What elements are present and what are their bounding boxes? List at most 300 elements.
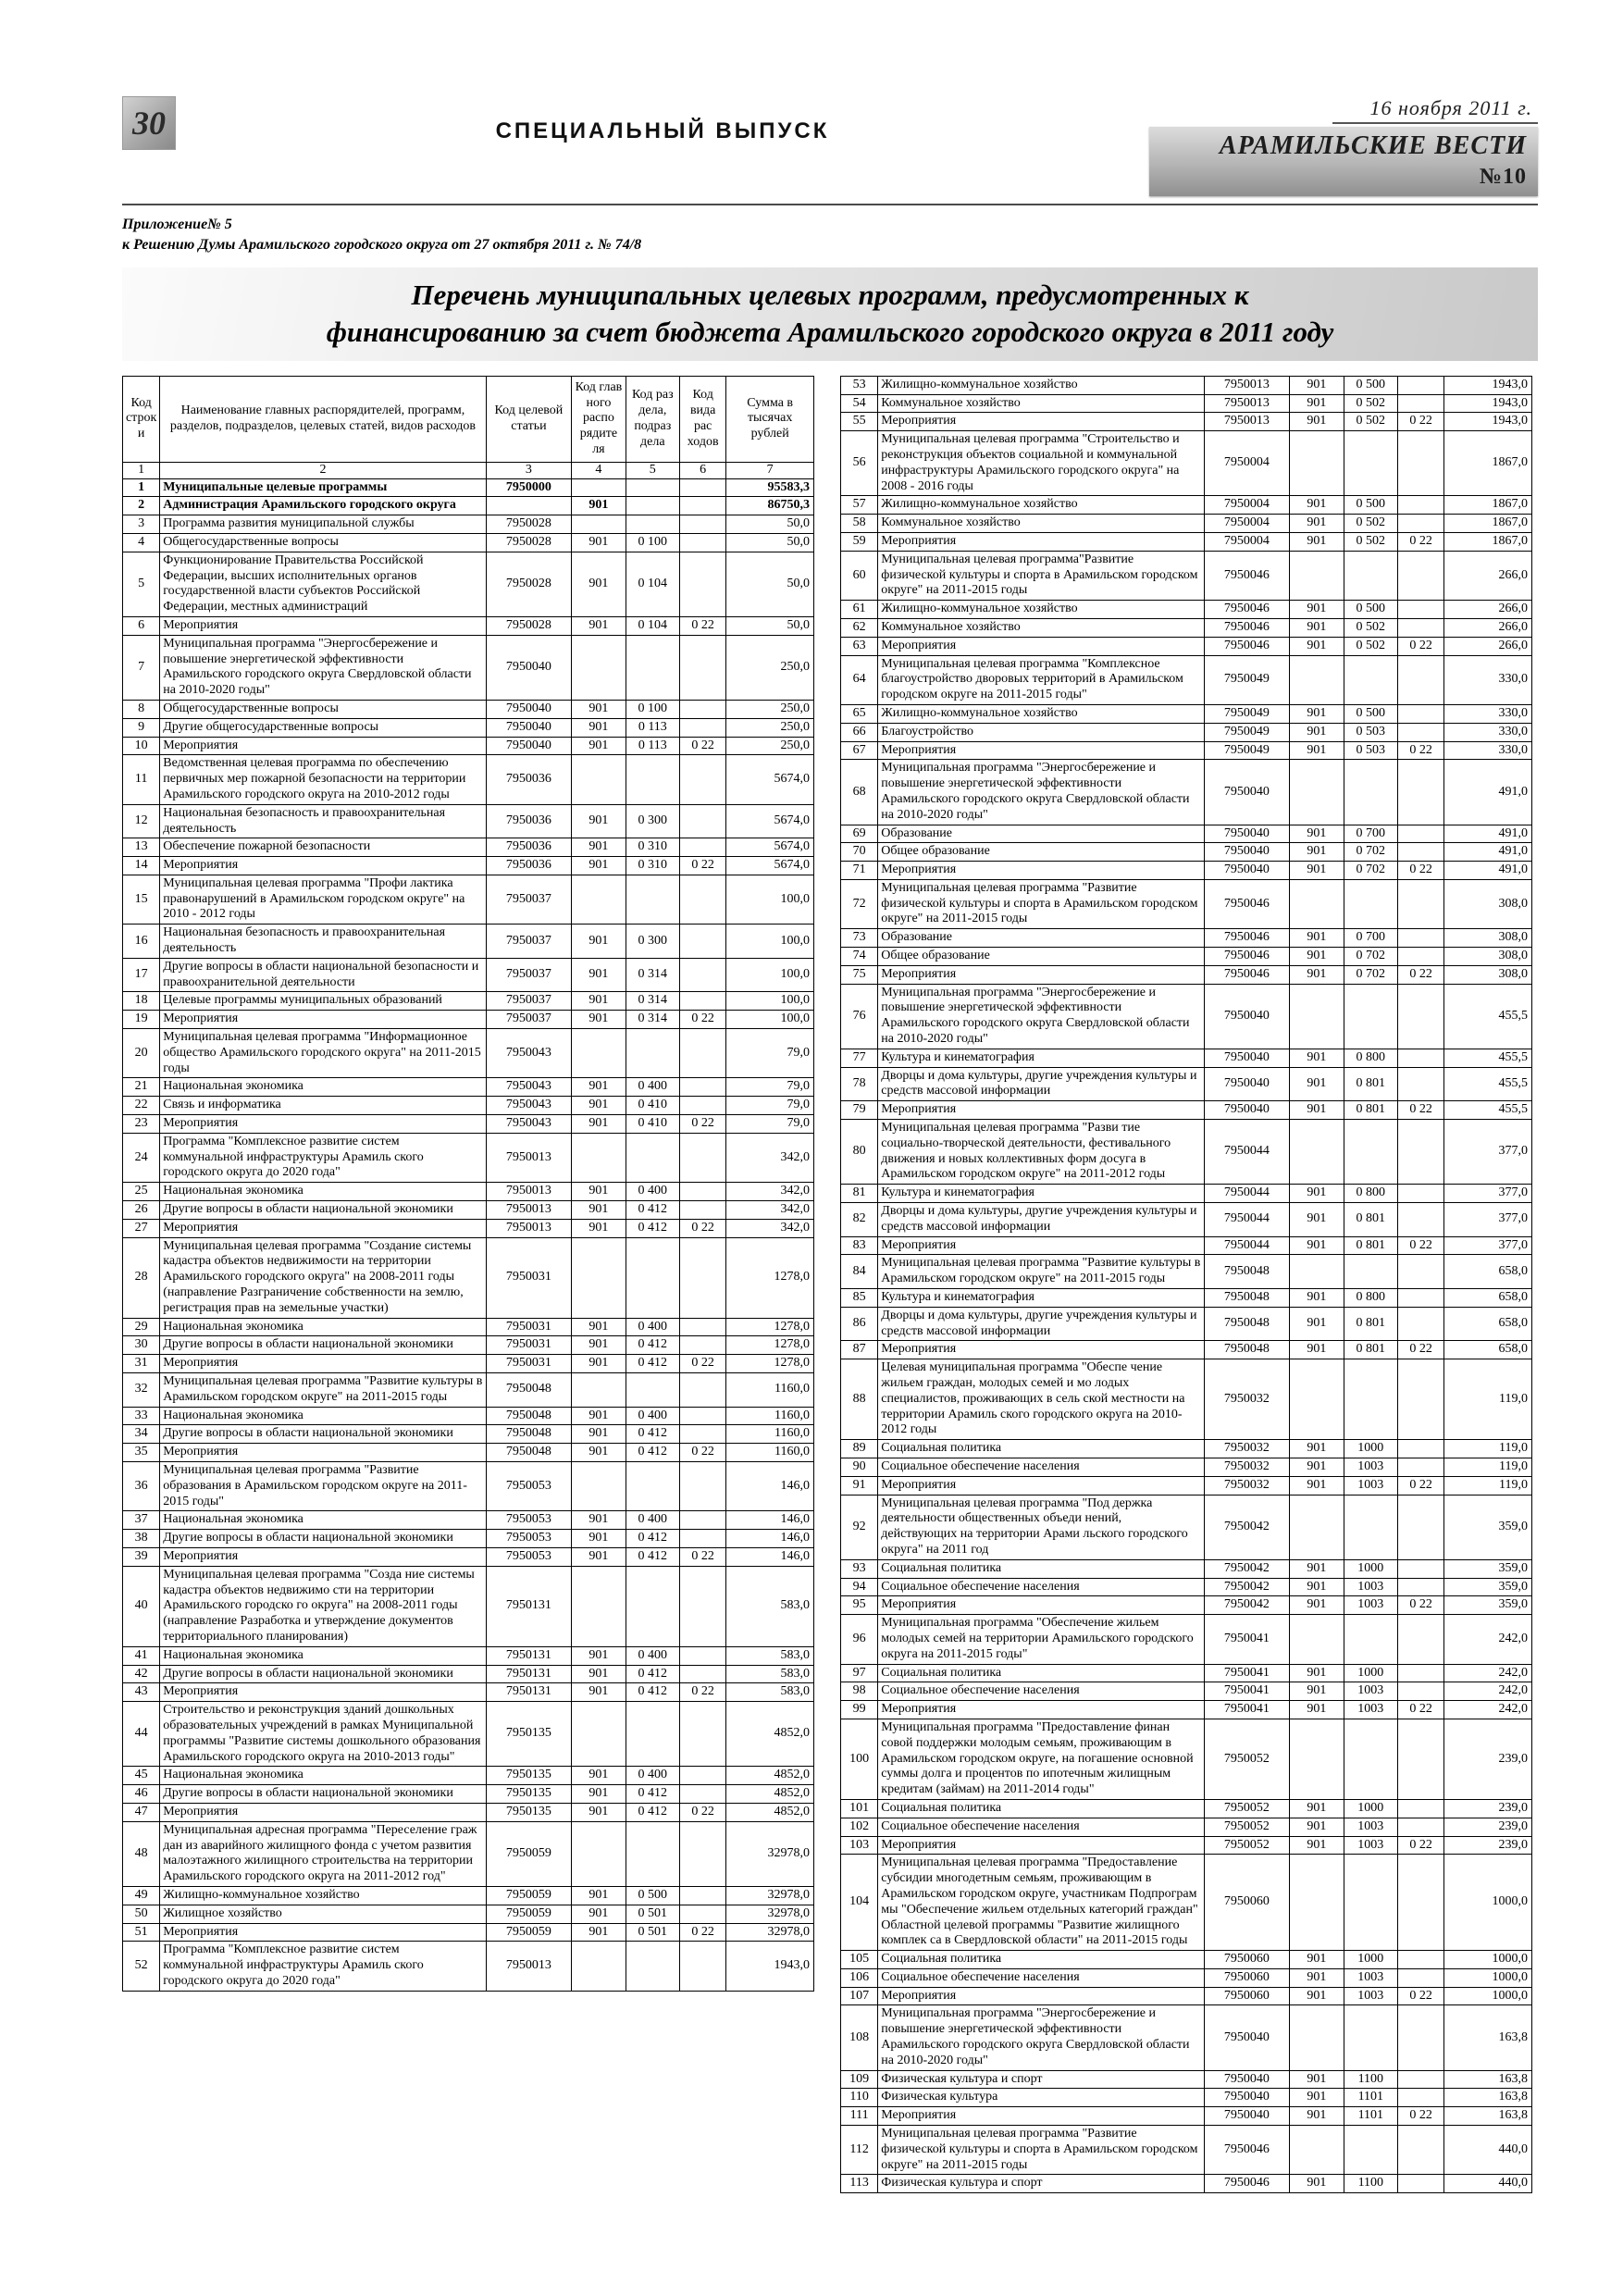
target-article-code-cell: 7950044 — [1204, 1203, 1290, 1237]
section-subsection-code-cell — [1344, 1719, 1397, 1799]
section-subsection-code-cell: 0 400 — [626, 1318, 679, 1336]
name-cell: Другие вопросы в области национальной экономики — [160, 1530, 486, 1548]
row-code-cell: 34 — [123, 1425, 160, 1444]
target-article-code-cell: 7950135 — [486, 1785, 572, 1804]
row-code-cell: 10 — [123, 737, 160, 755]
table-row — [123, 515, 814, 534]
section-subsection-code-cell: 0 300 — [626, 925, 679, 959]
table-row — [123, 635, 814, 700]
expense-type-code-cell — [1398, 618, 1444, 637]
column-number: 7 — [726, 462, 814, 478]
target-article-code-cell: 7950040 — [486, 737, 572, 755]
section-subsection-code-cell: 1101 — [1344, 2089, 1397, 2107]
row-code-cell: 108 — [841, 2005, 878, 2070]
table-row — [841, 948, 1532, 966]
section-subsection-code-cell: 0 412 — [626, 1785, 679, 1804]
row-code-cell: 2 — [123, 497, 160, 515]
expense-type-code-cell — [1398, 760, 1444, 825]
row-code-cell: 4 — [123, 533, 160, 552]
row-code-cell: 20 — [123, 1029, 160, 1078]
target-article-code-cell: 7950135 — [486, 1767, 572, 1785]
target-article-code-cell: 7950013 — [486, 1133, 572, 1182]
amount-cell: 163,8 — [1444, 2005, 1532, 2070]
amount-cell: 242,0 — [1444, 1701, 1532, 1719]
column-number: 3 — [486, 462, 572, 478]
administrator-code-cell: 901 — [1290, 1818, 1344, 1836]
name-cell: Программа "Комплексное развитие систем коммунальной инфраструктуры Арамиль ского городского округа до 2020 года" — [160, 1942, 486, 1991]
name-cell: Целевые программы муниципальных образований — [160, 992, 486, 1011]
administrator-code-cell — [1290, 1359, 1344, 1440]
row-code-cell: 7 — [123, 635, 160, 700]
table-row — [841, 431, 1532, 496]
row-code-cell: 94 — [841, 1578, 878, 1596]
administrator-code-cell: 901 — [572, 552, 626, 616]
target-article-code-cell: 7950040 — [1204, 760, 1290, 825]
table-row — [841, 1236, 1532, 1255]
section-subsection-code-cell: 0 702 — [1344, 965, 1397, 984]
section-subsection-code-cell: 0 500 — [1344, 601, 1397, 619]
row-code-cell: 35 — [123, 1444, 160, 1462]
expense-type-code-cell — [1398, 704, 1444, 723]
amount-cell: 342,0 — [726, 1219, 814, 1237]
name-cell: Связь и информатика — [160, 1097, 486, 1115]
expense-type-code-cell — [1398, 394, 1444, 413]
expense-type-code-cell: 0 22 — [1398, 1476, 1444, 1495]
section-subsection-code-cell: 0 800 — [1344, 1185, 1397, 1203]
row-code-cell: 22 — [123, 1097, 160, 1115]
row-code-cell: 65 — [841, 704, 878, 723]
amount-cell: 583,0 — [726, 1646, 814, 1665]
amount-cell: 266,0 — [1444, 601, 1532, 619]
expense-type-code-cell — [1398, 825, 1444, 843]
amount-cell: 377,0 — [1444, 1120, 1532, 1185]
table-row — [123, 1942, 814, 1991]
name-cell: Муниципальная целевая программа "Строительство и реконструкция объектов социальной и коммунальной инфраструктуры Арамильского городского округа" на 2008 - 2016 годы — [878, 431, 1204, 496]
section-subsection-code-cell: 0 412 — [626, 1355, 679, 1373]
expense-type-code-cell — [680, 1183, 726, 1201]
section-subsection-code-cell: 0 501 — [626, 1905, 679, 1923]
administrator-code-cell: 901 — [572, 1425, 626, 1444]
section-subsection-code-cell: 0 100 — [626, 533, 679, 552]
expense-type-code-cell: 0 22 — [1398, 862, 1444, 880]
row-code-cell: 104 — [841, 1855, 878, 1951]
section-subsection-code-cell — [1344, 551, 1397, 600]
table-row — [123, 1646, 814, 1665]
amount-cell: 658,0 — [1444, 1255, 1532, 1289]
row-code-cell: 13 — [123, 838, 160, 857]
amount-cell: 163,8 — [1444, 2089, 1532, 2107]
expense-type-code-cell — [1398, 1799, 1444, 1818]
administrator-code-cell: 901 — [572, 1767, 626, 1785]
name-cell: Социальное обеспечение населения — [878, 1968, 1204, 1987]
amount-cell: 583,0 — [726, 1683, 814, 1702]
column-header: Код глав ного распо рядите ля — [572, 376, 626, 462]
amount-cell: 50,0 — [726, 616, 814, 635]
section-subsection-code-cell — [1344, 1615, 1397, 1664]
table-row — [841, 984, 1532, 1049]
amount-cell: 32978,0 — [726, 1905, 814, 1923]
amount-cell: 359,0 — [1444, 1559, 1532, 1578]
amount-cell: 1278,0 — [726, 1237, 814, 1318]
table-row — [123, 1665, 814, 1683]
amount-cell: 146,0 — [726, 1530, 814, 1548]
expense-type-code-cell — [1398, 1203, 1444, 1237]
target-article-code-cell: 7950000 — [486, 478, 572, 497]
row-code-cell: 23 — [123, 1115, 160, 1134]
expense-type-code-cell — [680, 1029, 726, 1078]
row-code-cell: 38 — [123, 1530, 160, 1548]
row-code-cell: 27 — [123, 1219, 160, 1237]
appendix-line-2: к Решению Думы Арамильского городского округа от 27 октября 2011 г. № 74/8 — [122, 236, 642, 253]
name-cell: Мероприятия — [160, 1547, 486, 1566]
administrator-code-cell: 901 — [572, 1665, 626, 1683]
amount-cell: 79,0 — [726, 1078, 814, 1097]
amount-cell: 330,0 — [1444, 704, 1532, 723]
table-row — [123, 1511, 814, 1530]
table-row — [123, 1097, 814, 1115]
amount-cell: 5674,0 — [726, 755, 814, 804]
section-subsection-code-cell: 1003 — [1344, 1836, 1397, 1855]
target-article-code-cell: 7950040 — [1204, 2070, 1290, 2089]
row-code-cell: 26 — [123, 1201, 160, 1220]
section-subsection-code-cell — [626, 875, 679, 924]
expense-type-code-cell — [680, 1133, 726, 1182]
row-code-cell: 8 — [123, 700, 160, 718]
target-article-code-cell: 7950037 — [486, 992, 572, 1011]
table-row — [841, 496, 1532, 515]
administrator-code-cell: 901 — [1290, 1185, 1344, 1203]
name-cell: Муниципальная целевая программа "Созда ние системы кадастра объектов недвижимо сти на территории Арамильского городско го округа" на 2008-2011 годы (направление Разработка и утверждение документов территориального планирования) — [160, 1566, 486, 1646]
target-article-code-cell: 7950032 — [1204, 1440, 1290, 1458]
table-row — [123, 1318, 814, 1336]
section-subsection-code-cell — [626, 515, 679, 534]
expense-type-code-cell — [680, 1821, 726, 1886]
row-code-cell: 52 — [123, 1942, 160, 1991]
name-cell: Другие общегосударственные вопросы — [160, 718, 486, 737]
table-row — [841, 2070, 1532, 2089]
amount-cell: 455,5 — [1444, 984, 1532, 1049]
section-subsection-code-cell — [1344, 760, 1397, 825]
administrator-code-cell: 901 — [572, 1355, 626, 1373]
expense-type-code-cell — [1398, 1185, 1444, 1203]
amount-cell: 50,0 — [726, 515, 814, 534]
name-cell: Мероприятия — [878, 1236, 1204, 1255]
row-code-cell: 93 — [841, 1559, 878, 1578]
administrator-code-cell — [1290, 1719, 1344, 1799]
target-article-code-cell: 7950028 — [486, 616, 572, 635]
expense-type-code-cell — [1398, 1289, 1444, 1308]
administrator-code-cell: 901 — [1290, 1951, 1344, 1969]
row-code-cell: 87 — [841, 1341, 878, 1359]
administrator-code-cell: 901 — [1290, 1987, 1344, 2005]
administrator-code-cell: 901 — [1290, 637, 1344, 655]
amount-cell: 100,0 — [726, 875, 814, 924]
name-cell: Муниципальная целевая программа "Развитие культуры в Арамильском городском округе" на 2011-2015 годы — [160, 1373, 486, 1408]
row-code-cell: 75 — [841, 965, 878, 984]
target-article-code-cell: 7950052 — [1204, 1799, 1290, 1818]
table-row — [123, 700, 814, 718]
table-row — [123, 1425, 814, 1444]
table-row — [841, 1307, 1532, 1341]
amount-cell: 308,0 — [1444, 948, 1532, 966]
name-cell: Мероприятия — [878, 532, 1204, 551]
administrator-code-cell: 901 — [1290, 1101, 1344, 1120]
section-subsection-code-cell — [1344, 984, 1397, 1049]
administrator-code-cell — [1290, 984, 1344, 1049]
amount-cell: 79,0 — [726, 1097, 814, 1115]
target-article-code-cell: 7950131 — [486, 1683, 572, 1702]
administrator-code-cell: 901 — [572, 718, 626, 737]
administrator-code-cell: 901 — [572, 1444, 626, 1462]
amount-cell: 440,0 — [1444, 2126, 1532, 2175]
amount-cell: 1278,0 — [726, 1355, 814, 1373]
name-cell: Муниципальная программа "Энергосбережение и повышение энергетической эффективности Арамильского городского округа Свердловской области на 2010-2020 годы" — [878, 760, 1204, 825]
administrator-code-cell: 901 — [1290, 2175, 1344, 2193]
amount-cell: 100,0 — [726, 925, 814, 959]
section-subsection-code-cell: 0 412 — [626, 1547, 679, 1566]
administrator-code-cell: 901 — [1290, 1341, 1344, 1359]
expense-type-code-cell — [680, 875, 726, 924]
expense-type-code-cell — [1398, 843, 1444, 862]
section-subsection-code-cell — [626, 478, 679, 497]
expense-type-code-cell: 0 22 — [680, 1683, 726, 1702]
amount-cell: 50,0 — [726, 552, 814, 616]
target-article-code-cell: 7950046 — [1204, 948, 1290, 966]
amount-cell: 242,0 — [1444, 1682, 1532, 1701]
row-code-cell: 49 — [123, 1886, 160, 1905]
expense-type-code-cell — [1398, 2070, 1444, 2089]
section-subsection-code-cell: 0 801 — [1344, 1203, 1397, 1237]
target-article-code-cell: 7950042 — [1204, 1578, 1290, 1596]
table-row — [841, 394, 1532, 413]
name-cell: Дворцы и дома культуры, другие учреждения культуры и средств массовой информации — [878, 1307, 1204, 1341]
administrator-code-cell: 901 — [572, 992, 626, 1011]
table-row — [123, 1547, 814, 1566]
table-row — [123, 1183, 814, 1201]
administrator-code-cell — [1290, 879, 1344, 928]
administrator-code-cell: 901 — [572, 700, 626, 718]
name-cell: Социальное обеспечение населения — [878, 1682, 1204, 1701]
administrator-code-cell: 901 — [1290, 704, 1344, 723]
section-subsection-code-cell — [626, 1566, 679, 1646]
row-code-cell: 47 — [123, 1803, 160, 1821]
column-header: Сумма в тысячах рублей — [726, 376, 814, 462]
table-row — [123, 1905, 814, 1923]
row-code-cell: 18 — [123, 992, 160, 1011]
section-subsection-code-cell: 0 100 — [626, 700, 679, 718]
name-cell: Жилищно-коммунальное хозяйство — [878, 376, 1204, 394]
section-subsection-code-cell — [1344, 431, 1397, 496]
expense-type-code-cell — [1398, 1049, 1444, 1067]
table-row — [841, 1341, 1532, 1359]
table-body-right — [841, 376, 1532, 2192]
table-row — [123, 1444, 814, 1462]
date-line: 16 ноября 2011 г. — [1332, 96, 1538, 124]
table-row — [123, 1530, 814, 1548]
expense-type-code-cell: 0 22 — [1398, 1236, 1444, 1255]
administrator-code-cell — [1290, 655, 1344, 704]
target-article-code-cell: 7950043 — [486, 1078, 572, 1097]
administrator-code-cell — [572, 1566, 626, 1646]
administrator-code-cell: 901 — [1290, 1836, 1344, 1855]
amount-cell: 377,0 — [1444, 1236, 1532, 1255]
amount-cell: 583,0 — [726, 1665, 814, 1683]
table-row — [841, 532, 1532, 551]
expense-type-code-cell — [1398, 1120, 1444, 1185]
section-subsection-code-cell — [626, 635, 679, 700]
administrator-code-cell: 901 — [572, 1905, 626, 1923]
row-code-cell: 14 — [123, 857, 160, 875]
expense-type-code-cell — [680, 1646, 726, 1665]
name-cell: Жилищно-коммунальное хозяйство — [160, 1886, 486, 1905]
row-code-cell: 58 — [841, 515, 878, 533]
target-article-code-cell: 7950059 — [486, 1905, 572, 1923]
administrator-code-cell: 901 — [1290, 1559, 1344, 1578]
target-article-code-cell: 7950046 — [1204, 2175, 1290, 2193]
row-code-cell: 76 — [841, 984, 878, 1049]
name-cell: Мероприятия — [160, 1115, 486, 1134]
name-cell: Национальная экономика — [160, 1318, 486, 1336]
table-row — [841, 1818, 1532, 1836]
table-row — [841, 2089, 1532, 2107]
administrator-code-cell: 901 — [572, 838, 626, 857]
target-article-code-cell: 7950040 — [1204, 1101, 1290, 1120]
amount-cell: 455,5 — [1444, 1067, 1532, 1101]
budget-table-right — [840, 376, 1532, 2193]
table-row — [841, 1951, 1532, 1969]
section-subsection-code-cell: 1100 — [1344, 2175, 1397, 2193]
name-cell: Социальная политика — [878, 1799, 1204, 1818]
administrator-code-cell — [572, 1029, 626, 1078]
amount-cell: 119,0 — [1444, 1359, 1532, 1440]
row-code-cell: 12 — [123, 804, 160, 838]
amount-cell: 79,0 — [726, 1115, 814, 1134]
table-row — [841, 2126, 1532, 2175]
expense-type-code-cell — [680, 804, 726, 838]
target-article-code-cell: 7950049 — [1204, 704, 1290, 723]
expense-type-code-cell — [1398, 1559, 1444, 1578]
table-row — [841, 1458, 1532, 1476]
expense-type-code-cell — [1398, 1578, 1444, 1596]
table-row — [841, 1836, 1532, 1855]
expense-type-code-cell: 0 22 — [1398, 1101, 1444, 1120]
target-article-code-cell: 7950044 — [1204, 1120, 1290, 1185]
section-subsection-code-cell: 0 702 — [1344, 948, 1397, 966]
target-article-code-cell: 7950048 — [1204, 1255, 1290, 1289]
name-cell: Социальная политика — [878, 1951, 1204, 1969]
name-cell: Мероприятия — [878, 2107, 1204, 2126]
row-code-cell: 70 — [841, 843, 878, 862]
document-title: Перечень муниципальных целевых программ, предусмотренных к финансированию за счет бюджета Арамильского городского округа в 2011 году — [326, 279, 1334, 349]
row-code-cell: 98 — [841, 1682, 878, 1701]
section-subsection-code-cell: 0 412 — [626, 1444, 679, 1462]
target-article-code-cell: 7950046 — [1204, 929, 1290, 948]
expense-type-code-cell — [680, 958, 726, 992]
name-cell: Муниципальная адресная программа "Переселение граж дан из аварийного жилищного фонда с учетом развития малоэтажного жилищного строительства на территории Арамильского городского округа на 2011-2012 год" — [160, 1821, 486, 1886]
amount-cell: 1867,0 — [1444, 431, 1532, 496]
row-code-cell: 103 — [841, 1836, 878, 1855]
name-cell: Жилищно-коммунальное хозяйство — [878, 496, 1204, 515]
name-cell: Муниципальная программа "Обеспечение жильем молодых семей на территории Арамильского городского округа на 2011-2015 годы" — [878, 1615, 1204, 1664]
target-article-code-cell: 7950048 — [1204, 1289, 1290, 1308]
row-code-cell: 48 — [123, 1821, 160, 1886]
column-number: 4 — [572, 462, 626, 478]
amount-cell: 250,0 — [726, 718, 814, 737]
row-code-cell: 80 — [841, 1120, 878, 1185]
section-subsection-code-cell: 0 104 — [626, 552, 679, 616]
target-article-code-cell: 7950032 — [1204, 1458, 1290, 1476]
amount-cell: 5674,0 — [726, 838, 814, 857]
row-code-cell: 111 — [841, 2107, 878, 2126]
table-row — [123, 497, 814, 515]
section-subsection-code-cell — [626, 1702, 679, 1767]
amount-cell: 242,0 — [1444, 1664, 1532, 1682]
expense-type-code-cell: 0 22 — [680, 1547, 726, 1566]
target-article-code-cell: 7950031 — [486, 1318, 572, 1336]
name-cell: Муниципальная целевая программа "Создание системы кадастра объектов недвижимости на территории Арамильского городского округа" на 2008-2011 годы (направление Разграничение собственности на землю, регистрация прав на земельные участки) — [160, 1237, 486, 1318]
table-row — [123, 737, 814, 755]
section-subsection-code-cell: 0 502 — [1344, 413, 1397, 431]
target-article-code-cell: 7950043 — [486, 1115, 572, 1134]
section-subsection-code-cell — [1344, 2126, 1397, 2175]
amount-cell: 4852,0 — [726, 1785, 814, 1804]
expense-type-code-cell — [1398, 515, 1444, 533]
target-article-code-cell: 7950037 — [486, 958, 572, 992]
row-code-cell: 45 — [123, 1767, 160, 1785]
administrator-code-cell: 901 — [572, 1886, 626, 1905]
expense-type-code-cell — [1398, 948, 1444, 966]
section-subsection-code-cell: 0 801 — [1344, 1307, 1397, 1341]
target-article-code-cell: 7950048 — [486, 1444, 572, 1462]
amount-cell: 1160,0 — [726, 1407, 814, 1425]
name-cell: Мероприятия — [878, 965, 1204, 984]
target-article-code-cell: 7950042 — [1204, 1596, 1290, 1615]
target-article-code-cell: 7950041 — [1204, 1682, 1290, 1701]
target-article-code-cell: 7950041 — [1204, 1664, 1290, 1682]
expense-type-code-cell: 0 22 — [1398, 1836, 1444, 1855]
row-code-cell: 77 — [841, 1049, 878, 1067]
name-cell: Мероприятия — [160, 857, 486, 875]
table-row — [123, 1355, 814, 1373]
administrator-code-cell: 901 — [1290, 2070, 1344, 2089]
table-row — [841, 1968, 1532, 1987]
table-row — [841, 2005, 1532, 2070]
expense-type-code-cell — [680, 1566, 726, 1646]
table-row — [841, 2107, 1532, 2126]
expense-type-code-cell: 0 22 — [1398, 637, 1444, 655]
target-article-code-cell: 7950031 — [486, 1336, 572, 1355]
section-subsection-code-cell: 0 502 — [1344, 394, 1397, 413]
name-cell: Мероприятия — [160, 737, 486, 755]
administrator-code-cell — [572, 515, 626, 534]
section-subsection-code-cell — [626, 755, 679, 804]
table-row — [123, 1461, 814, 1510]
administrator-code-cell: 901 — [572, 737, 626, 755]
name-cell: Национальная экономика — [160, 1646, 486, 1665]
expense-type-code-cell — [1398, 1664, 1444, 1682]
row-code-cell: 28 — [123, 1237, 160, 1318]
table-row — [123, 958, 814, 992]
name-cell: Культура и кинематография — [878, 1049, 1204, 1067]
amount-cell: 491,0 — [1444, 760, 1532, 825]
amount-cell: 239,0 — [1444, 1836, 1532, 1855]
amount-cell: 239,0 — [1444, 1818, 1532, 1836]
row-code-cell: 56 — [841, 431, 878, 496]
section-subsection-code-cell: 0 502 — [1344, 637, 1397, 655]
name-cell: Муниципальная программа "Энергосбережение и повышение энергетической эффективности Арамильского городского округа Свердловской области на 2010-2020 годы" — [160, 635, 486, 700]
amount-cell: 100,0 — [726, 1011, 814, 1029]
newspaper-name-banner — [1149, 127, 1538, 196]
